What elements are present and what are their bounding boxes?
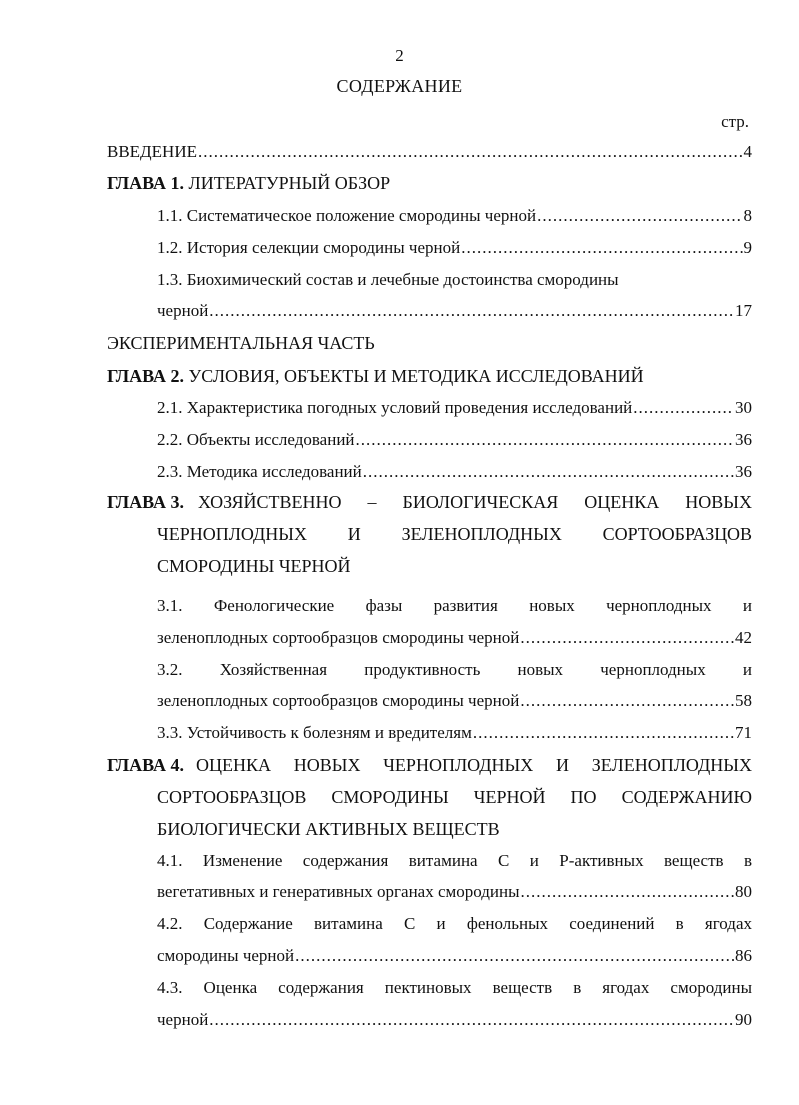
toc-entry-title: зеленоплодных сортообразцов смородины черной (157, 691, 520, 710)
toc-entry-introduction (107, 140, 752, 164)
toc-entry-4-1 (157, 880, 752, 904)
dot-leader (520, 689, 734, 713)
toc-entry-3-1 (157, 626, 752, 650)
toc-entry-4-3 (157, 1008, 752, 1032)
chapter-title-line1: ХОЗЯЙСТВЕННО – БИОЛОГИЧЕСКАЯ ОЦЕНКА НОВЫХ (198, 492, 752, 512)
toc-entry-page: 30 (735, 398, 752, 417)
dot-leader (521, 880, 734, 904)
toc-entry-page: 36 (735, 462, 752, 481)
toc-entry-4-2-line1: 4.2. Содержание витамина С и фенольных соединений в ягодах (157, 914, 752, 933)
toc-entry-title: 1.2. История селекции смородины черной (157, 238, 461, 257)
toc-entry-page: 4 (743, 142, 752, 161)
toc-entry-4-2 (157, 944, 752, 968)
dot-leader (537, 204, 742, 228)
chapter-title-line1: ОЦЕНКА НОВЫХ ЧЕРНОПЛОДНЫХ И ЗЕЛЕНОПЛОДНЫХ (196, 755, 752, 775)
chapter-label: ГЛАВА 4. (107, 755, 185, 775)
chapter-title-line3: СМОРОДИНЫ ЧЕРНОЙ (157, 556, 351, 576)
toc-entry-1-1 (157, 204, 752, 228)
toc-entry-title: 2.3. Методика исследований (157, 462, 362, 481)
toc-entry-3-2 (157, 689, 752, 713)
chapter-label: ГЛАВА 3. (107, 492, 185, 512)
toc-entry-title: зеленоплодных сортообразцов смородины черной (157, 628, 520, 647)
toc-entry-4-1-line1: 4.1. Изменение содержания витамина С и Р-активных веществ в (157, 851, 752, 870)
toc-entry-page: 58 (735, 691, 752, 710)
chapter-title: ЛИТЕРАТУРНЫЙ ОБЗОР (188, 173, 391, 193)
chapter-heading-1 (107, 171, 752, 195)
toc-entry-title: вегетативных и генеративных органах смородины (157, 882, 520, 901)
toc-entry-page: 86 (735, 946, 752, 965)
toc-entry-3-1-line1: 3.1. Фенологические фазы развития новых черноплодных и (157, 596, 752, 615)
toc-entry-2-3 (157, 460, 752, 484)
toc-entry-4-3-line1: 4.3. Оценка содержания пектиновых веществ в ягодах смородины (157, 978, 752, 997)
toc-entry-title: 1.1. Систематическое положение смородины черной (157, 206, 537, 225)
toc-entry-page: 80 (735, 882, 752, 901)
dot-leader (633, 396, 734, 420)
chapter-label: ГЛАВА 2. (107, 366, 185, 386)
dot-leader (209, 299, 734, 323)
chapter-title-line3: БИОЛОГИЧЕСКИ АКТИВНЫХ ВЕЩЕСТВ (157, 819, 500, 839)
toc-entry-title: ВВЕДЕНИЕ (107, 142, 197, 161)
toc-entry-page: 9 (743, 238, 752, 257)
dot-leader (363, 460, 734, 484)
toc-entry-title: 2.1. Характеристика погодных условий проведения исследований (157, 398, 633, 417)
page-column-label: стр. (721, 112, 749, 131)
page-title: СОДЕРЖАНИЕ (336, 76, 463, 96)
toc-entry-page: 36 (735, 430, 752, 449)
toc-entry-title: черной (157, 1010, 209, 1029)
toc-entry-1-3-line1: 1.3. Биохимический состав и лечебные достоинства смородины (157, 270, 619, 289)
chapter-heading-2 (107, 364, 752, 388)
chapter-label: ГЛАВА 1. (107, 173, 185, 193)
dot-leader (461, 236, 742, 260)
chapter-title: УСЛОВИЯ, ОБЪЕКТЫ И МЕТОДИКА ИССЛЕДОВАНИЙ (188, 366, 644, 386)
dot-leader (209, 1008, 734, 1032)
toc-entry-page: 8 (743, 206, 752, 225)
toc-entry-page: 17 (735, 301, 752, 320)
chapter-heading-3 (107, 490, 752, 514)
toc-entry-3-2-line1: 3.2. Хозяйственная продуктивность новых черноплодных и (157, 660, 752, 679)
chapter-title-line2: СОРТООБРАЗЦОВ СМОРОДИНЫ ЧЕРНОЙ ПО СОДЕРЖАНИЮ (157, 787, 752, 807)
toc-entry-title: смородины черной (157, 946, 295, 965)
page-number: 2 (395, 46, 404, 65)
dot-leader (356, 428, 734, 452)
toc-entry-2-1 (157, 396, 752, 420)
chapter-title-line2: ЧЕРНОПЛОДНЫХ И ЗЕЛЕНОПЛОДНЫХ СОРТООБРАЗЦОВ (157, 524, 752, 544)
toc-entry-page: 42 (735, 628, 752, 647)
toc-entry-page: 71 (735, 723, 752, 742)
dot-leader (520, 626, 734, 650)
dot-leader (295, 944, 734, 968)
dot-leader (198, 140, 743, 164)
toc-entry-title: 3.3. Устойчивость к болезням и вредителям (157, 723, 472, 742)
toc-entry-1-3 (157, 299, 752, 323)
dot-leader (473, 721, 734, 745)
toc-entry-title: 2.2. Объекты исследований (157, 430, 355, 449)
toc-entry-2-2 (157, 428, 752, 452)
toc-entry-3-3 (157, 721, 752, 745)
toc-entry-title: черной (157, 301, 209, 320)
toc-entry-page: 90 (735, 1010, 752, 1029)
toc-entry-1-2 (157, 236, 752, 260)
section-heading-experimental: ЭКСПЕРИМЕНТАЛЬНАЯ ЧАСТЬ (107, 333, 375, 353)
chapter-heading-4 (107, 753, 752, 777)
